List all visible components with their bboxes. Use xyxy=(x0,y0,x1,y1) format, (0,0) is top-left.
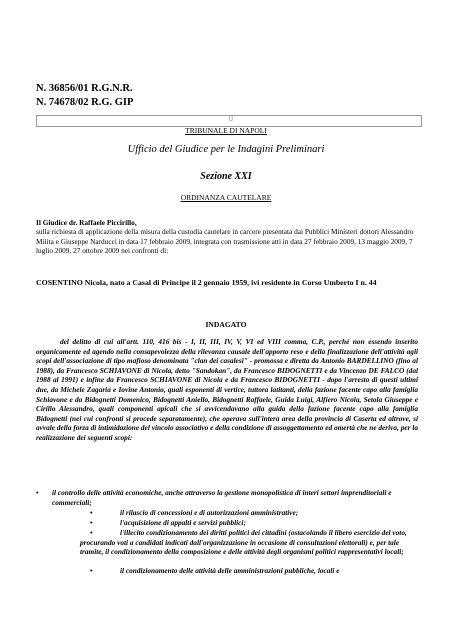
list-item-text: l'acquisizione di appalti e servizi pubblici; xyxy=(120,518,246,527)
indagato-heading: INDAGATO xyxy=(205,320,247,329)
court-name: TRIBUNALE DI NAPOLI xyxy=(185,126,267,135)
list-item xyxy=(80,528,418,557)
document-type: ORDINANZA CAUTELARE xyxy=(180,193,272,202)
bullet-icon: • xyxy=(36,488,39,497)
office-title: Ufficio del Giudice per le Indagini Preliminari xyxy=(127,144,325,155)
bullet-icon: • xyxy=(90,566,93,575)
list-item xyxy=(80,508,418,518)
case-number-rgnr: N. 36856/01 R.G.N.R. xyxy=(36,83,133,94)
bullet-icon: • xyxy=(90,518,93,527)
list-item-text: il rilascio di concessioni e di autorizzazioni amministrative; xyxy=(120,508,299,517)
list-item xyxy=(80,518,418,528)
bullet-icon: • xyxy=(90,508,93,517)
image-placeholder-icon: ▯ xyxy=(229,114,233,122)
defendant-paragraph: COSENTINO Nicola, nato a Casal di Principe il 2 gennaio 1959, ivi residente in Corso Umberto I n. 44 xyxy=(36,278,377,287)
section-title: Sezione XXI xyxy=(200,171,252,182)
list-item xyxy=(36,488,418,507)
bullet-icon: • xyxy=(90,528,93,537)
list-item-text: il condizionamento delle attività delle amministrazioni pubbliche, locali e xyxy=(120,566,340,575)
charge-paragraph: del delitto di cui all'artt. 110, 416 bis - I, II, III, IV, V, VI ed VIII comma, C.P., perché non essendo inserito organicamente ed agendo nella consapevolezza della rilevanza causale dell'apporto reso e della finalizzazione dell'attività agli scopi dell'associazione di tipo mafioso denominata "clan dei casalesi" - promossa e diretta da Antonio BARDELLINO (fino al 1988), da Francesco SCHIAVONE di Nicola, detto "Sandokan", da Francesco BIDOGNETTI e da Vincenzo DE FALCO (dal 1988 al 1991) e infine da Francesco SCHIAVONE di Nicola e da Francesco BIDOGNETTI - dopo l'arresto di questi ultimi due, da Michele Zagaria e Iovine Antonio, quali esponenti di vertice, tuttora latitanti, della fazione facente capo alla famiglia Schiavone e da Bidognetti Domenico, Bidognetti Aniello, Bidognetti Raffaele, Guida Luigi, Alfiero Nicola, Setola Giuseppe e Cirillo Alessandro, quali componenti apicali che si avvicendavano alla guida della fazione facente capo alla famiglia Bidognetti (nei cui confronti si procede separatamente), che operava sull'intera area della provincia di Caserta ed altrove, si avvale della forza di intimidazione del vincolo associativo e della condizione di assoggettamento ed omertà che ne deriva, per la realizzazione dei seguenti scopi: xyxy=(36,337,418,442)
list-item-text: il controllo delle attività economiche, anche attraverso la gestione monopolistica di interi settori imprenditoriali e commerciali; xyxy=(52,488,392,507)
list-item xyxy=(80,566,418,576)
case-number-rggip: N. 74678/02 R.G. GIP xyxy=(36,97,134,108)
list-item-text: l'illecito condizionamento dei diritti politici dei cittadini (ostacolando il libero esercizio del voto, procurando voti a candidati indicati dall'organizzazione in occasione di consultazioni elettorali) e, per tale tramite, il condizionamento della composizione e delle attività degli organismi politici rappresentativi locali; xyxy=(80,528,407,557)
judge-line: Il Giudice dr. Raffaele Piccirillo, xyxy=(36,218,137,227)
request-paragraph: sulla richiesta di applicazione della misura della custodia cautelare in carcere presentata dai Pubblici Ministeri dottori Alessandro Milita e Giuseppe Narducci in data 17 febbraio 2009, integrata con trasmissione atti in data 27 febbraio 2009, 13 maggio 2009, 7 luglio 2009, 27 ottobre 2009 nei confronti di: xyxy=(36,227,414,256)
